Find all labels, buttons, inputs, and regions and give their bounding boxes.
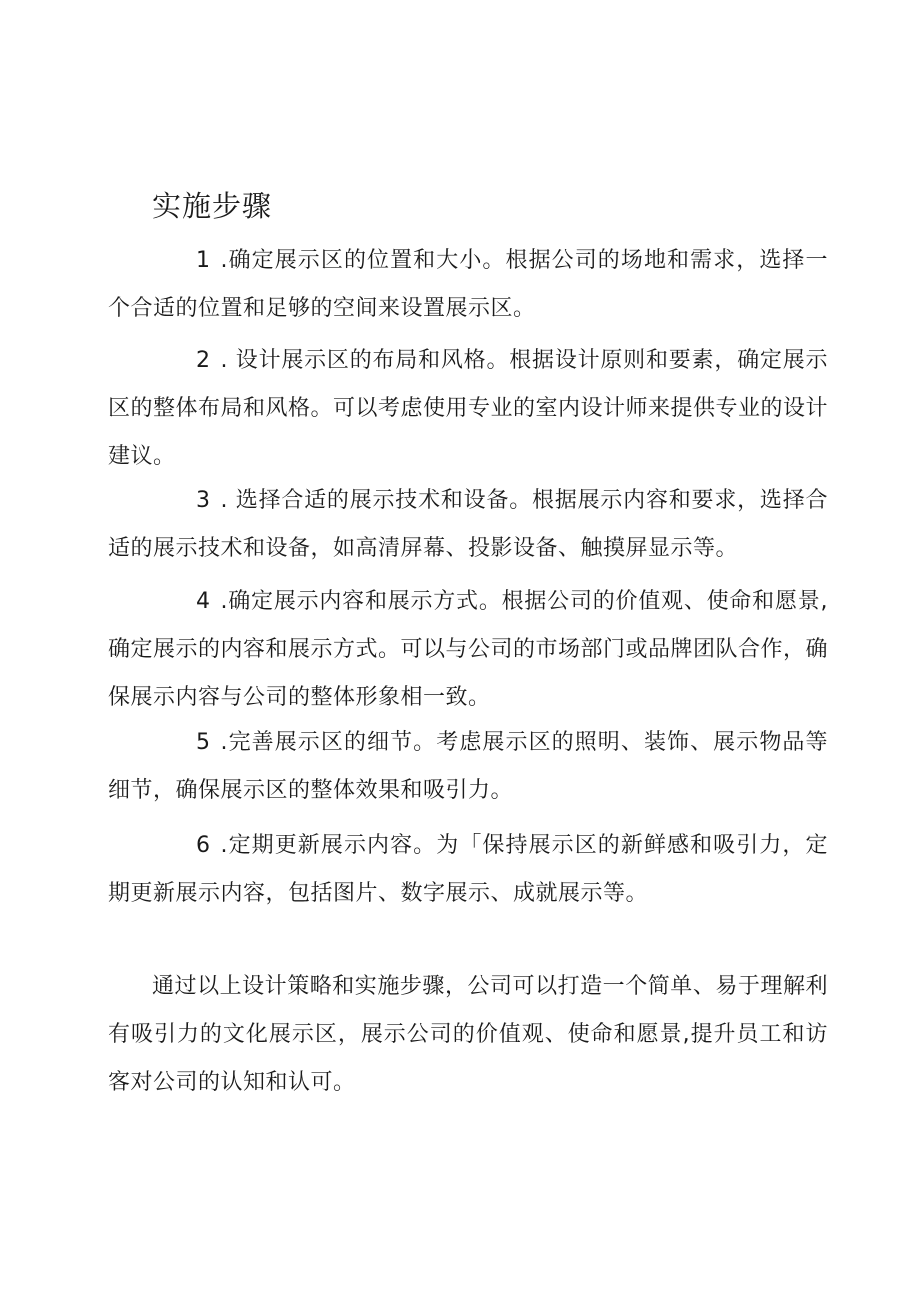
step-text: .确定展示区的位置和大小。根据公司的场地和需求，选择一个合适的位置和足够的空间来设置展示区。 (108, 248, 828, 321)
step-6-paragraph (108, 822, 828, 918)
step-text: .完善展示区的细节。考虑展示区的照明、装饰、展示物品等细节，确保展示区的整体效果和吸引力。 (108, 730, 828, 803)
step-number: 4 (196, 589, 211, 614)
summary-paragraph: 通过以上设计策略和实施步骤，公司可以打造一个简单、易于理解利有吸引力的文化展示区，展示公司的价值观、使命和愿景,提升员工和访客对公司的认知和认可。 (108, 974, 828, 1095)
step-number: 2 (196, 348, 211, 373)
section-heading: 实施步骤 (152, 189, 273, 223)
step-2-paragraph (108, 337, 828, 481)
step-3-paragraph (108, 477, 828, 573)
step-text: . 设计展示区的布局和风格。根据设计原则和要素，确定展示区的整体布局和风格。可以考虑使用专业的室内设计师来提供专业的设计建议。 (108, 348, 829, 469)
step-text: . 选择合适的展示技术和设备。根据展示内容和要求，选择合适的展示技术和设备，如高清屏幕、投影设备、触摸屏显示等。 (108, 488, 828, 561)
step-5-paragraph (108, 719, 828, 815)
step-text: .定期更新展示内容。为「保持展示区的新鲜感和吸引力，定期更新展示内容，包括图片、数字展示、成就展示等。 (108, 833, 828, 906)
step-number: 6 (196, 833, 211, 858)
step-number: 3 (196, 488, 211, 513)
step-4-paragraph (108, 578, 828, 722)
step-number: 5 (196, 730, 211, 755)
step-text: .确定展示内容和展示方式。根据公司的价值观、使命和愿景,确定展示的内容和展示方式。可以与公司的市场部门或品牌团队合作，确保展示内容与公司的整体形象相一致。 (108, 589, 829, 710)
step-1-paragraph (108, 237, 828, 333)
step-number: 1 (196, 248, 211, 273)
